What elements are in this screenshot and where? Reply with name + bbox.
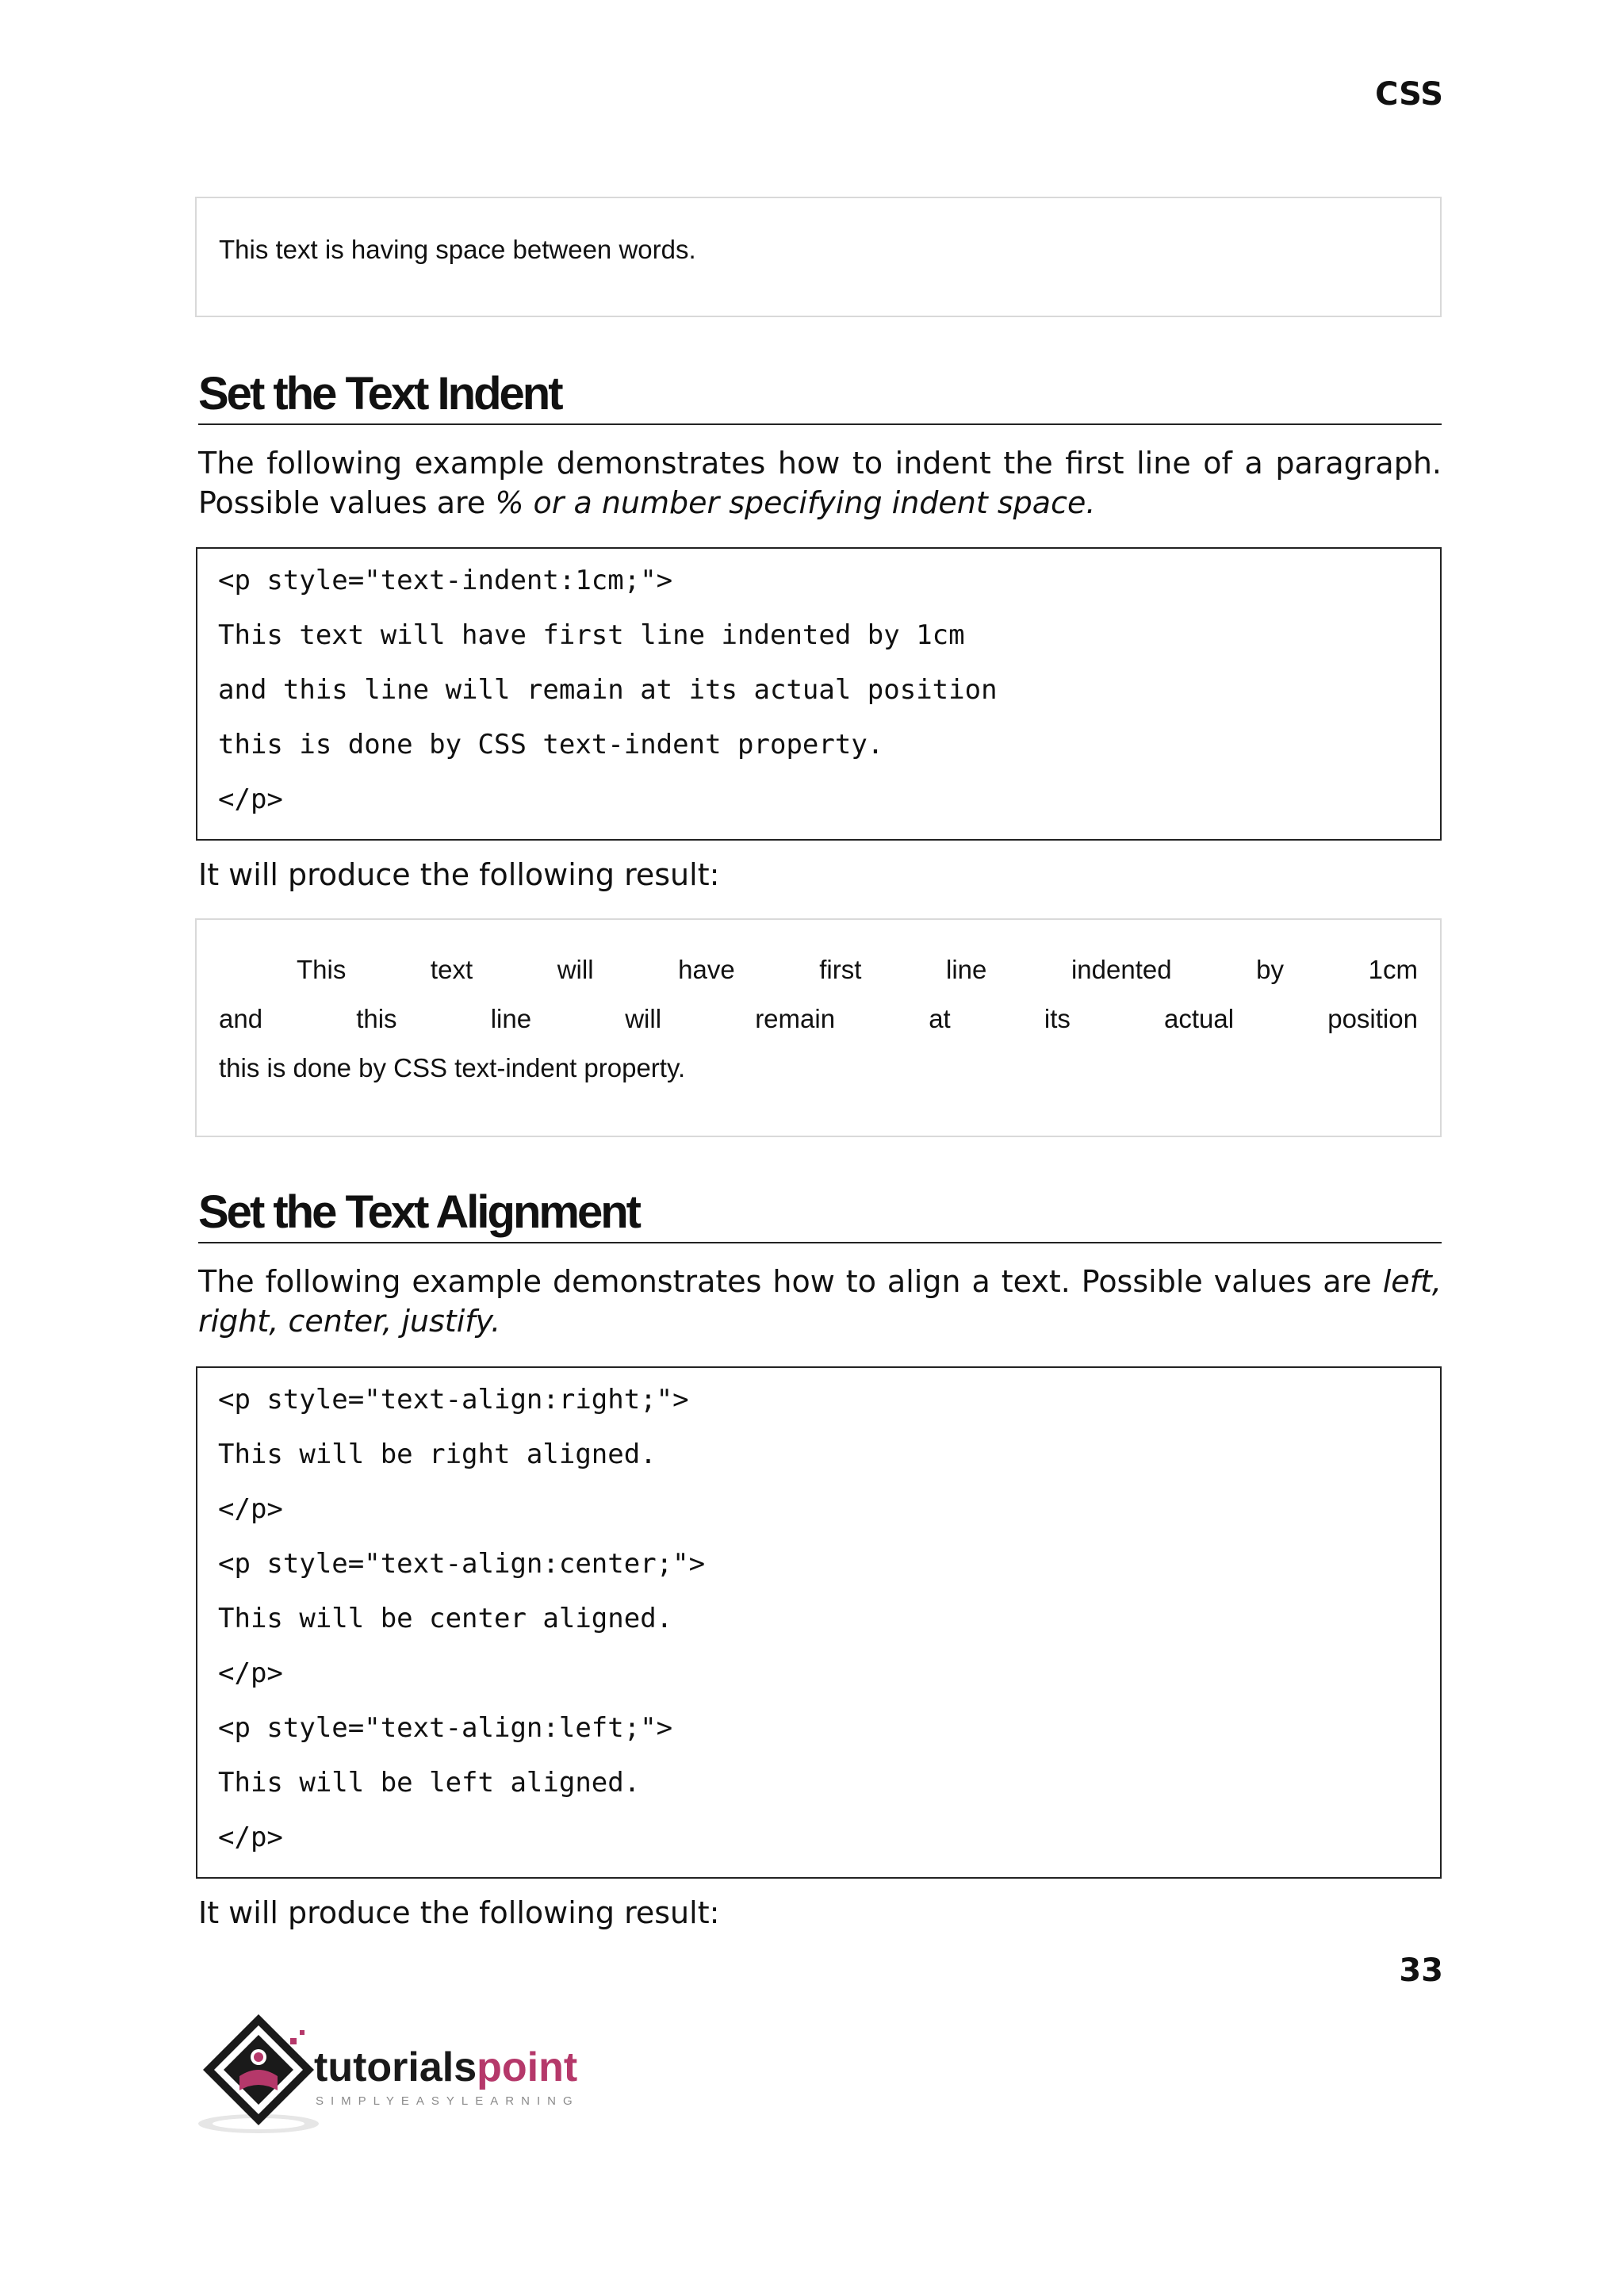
result-word: This <box>297 955 347 984</box>
indent-result-line-1 <box>219 955 1418 985</box>
result-word: will <box>625 1004 662 1033</box>
result-word: will <box>557 955 594 984</box>
code-line: </p> <box>218 1657 283 1689</box>
align-intro-italic: left, right, center, justify. <box>198 1264 1442 1339</box>
result-word: its <box>1044 1004 1071 1033</box>
code-line: </p> <box>218 1822 283 1853</box>
indent-result-line-2 <box>219 1004 1418 1034</box>
indent-result-label: It will produce the following result: <box>198 857 720 892</box>
heading-text-alignment: Set the Text Alignment <box>198 1190 1442 1243</box>
result-word: indented <box>1071 955 1172 984</box>
result-word: actual <box>1164 1004 1235 1033</box>
code-line: This will be left aligned. <box>218 1767 641 1799</box>
code-line: <p style="text-align:center;"> <box>218 1548 706 1580</box>
word-spacing-result-box <box>195 197 1442 317</box>
code-line: and this line will remain at its actual position <box>218 674 998 706</box>
indent-intro-italic: % or a number specifying indent space. <box>495 485 1096 520</box>
tutorialspoint-logo <box>195 2011 607 2138</box>
logo-wordmark: tutorialspoint <box>314 2044 578 2090</box>
result-word: remain <box>755 1004 836 1033</box>
code-line: This will be center aligned. <box>218 1603 673 1634</box>
logo-tagline: SIMPLYEASYLEARNING <box>316 2094 580 2108</box>
result-word: first <box>819 955 862 984</box>
result-word: and <box>219 1004 263 1033</box>
code-line: This will be right aligned. <box>218 1439 657 1470</box>
logo-dot <box>290 2038 297 2044</box>
page-number: 33 <box>1399 1952 1443 1989</box>
result-word: text <box>430 955 473 984</box>
header-title: CSS <box>1375 76 1443 113</box>
code-line: This text will have first line indented by 1cm <box>218 619 965 651</box>
code-line: </p> <box>218 1493 283 1525</box>
align-code-box <box>196 1366 1442 1879</box>
indent-result-box <box>195 918 1442 1137</box>
align-intro-paragraph <box>198 1262 1442 1341</box>
code-line: <p style="text-align:right;"> <box>218 1384 689 1416</box>
result-word: line <box>946 955 987 984</box>
align-result-label: It will produce the following result: <box>198 1895 720 1930</box>
result-word: by <box>1256 955 1285 984</box>
result-word: position <box>1327 1004 1418 1033</box>
result-word: at <box>929 1004 951 1033</box>
indent-result-line-3: this is done by CSS text-indent property. <box>219 1053 686 1082</box>
result-word: this <box>356 1004 397 1033</box>
code-line: </p> <box>218 784 283 815</box>
indent-intro-paragraph <box>198 443 1442 523</box>
code-line: <p style="text-indent:1cm;"> <box>218 565 673 596</box>
indent-intro-text: The following example demonstrates how to indent the first line of a paragraph. Possible values are <box>198 446 1442 520</box>
word-spacing-result-text: This text is having space between words. <box>219 235 696 264</box>
result-word: have <box>678 955 735 984</box>
code-line: this is done by CSS text-indent property. <box>218 729 884 761</box>
align-intro-text: The following example demonstrates how to align a text. Possible values are <box>198 1264 1383 1299</box>
indent-code-box <box>196 547 1442 841</box>
code-line: <p style="text-align:left;"> <box>218 1712 673 1744</box>
result-word: line <box>490 1004 532 1033</box>
heading-text-indent: Set the Text Indent <box>198 371 1442 425</box>
result-word: 1cm <box>1368 955 1418 984</box>
